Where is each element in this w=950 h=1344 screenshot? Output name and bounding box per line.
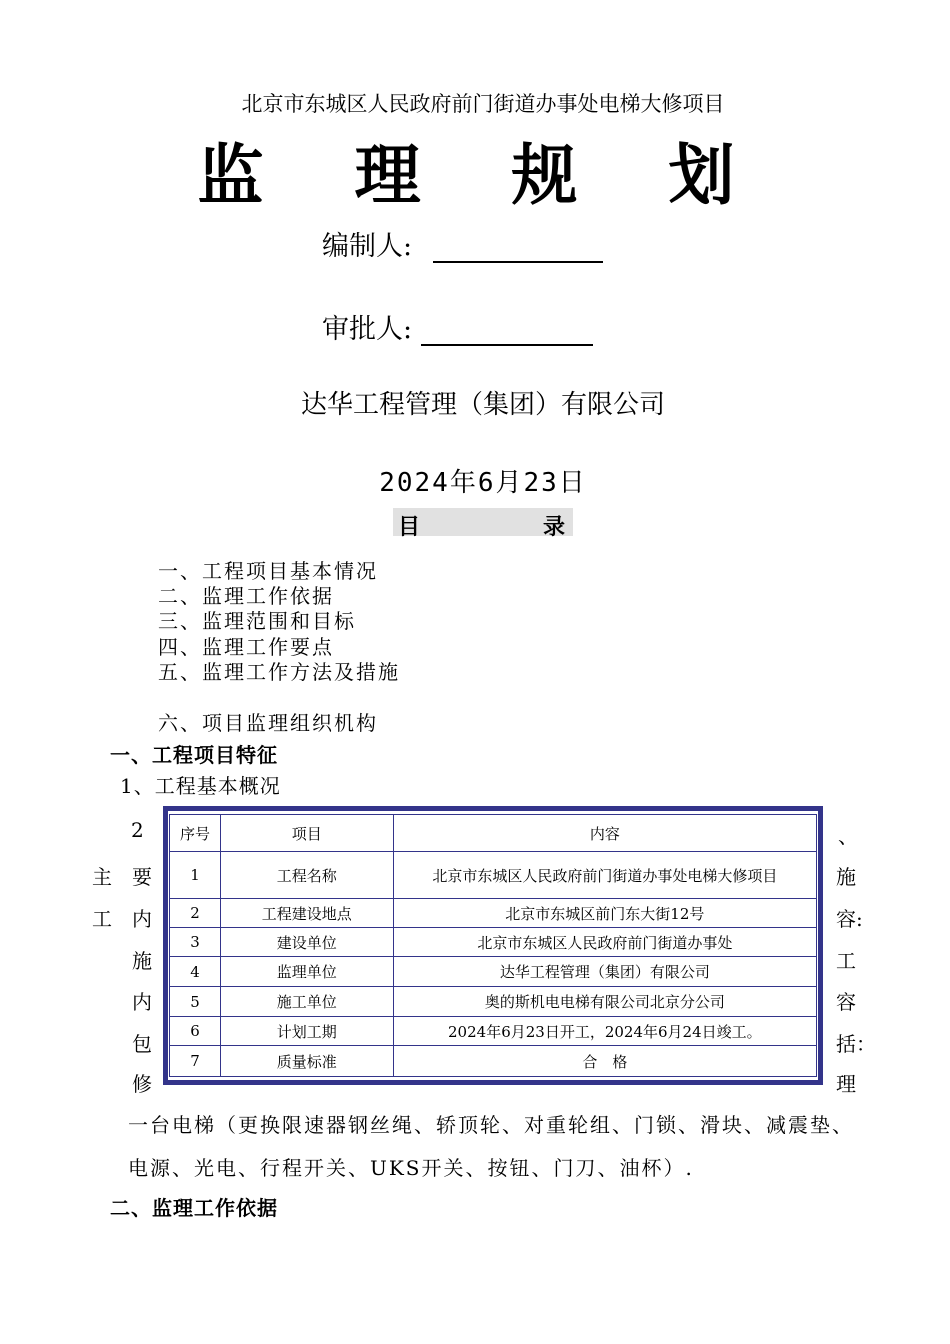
table-cell: 质量标准 <box>220 1046 393 1077</box>
side-char: 内 <box>132 907 152 931</box>
side-char: 理 <box>836 1072 856 1096</box>
side-char: 修 <box>132 1072 152 1096</box>
toc-title-left: 目 <box>398 515 421 540</box>
table-cell: 合 格 <box>393 1046 816 1077</box>
table-cell: 北京市东城区人民政府前门街道办事处电梯大修项目 <box>393 852 816 899</box>
side-char: 括： <box>836 1032 876 1056</box>
toc-item: 六、项目监理组织机构 <box>158 711 378 735</box>
table-row <box>170 852 817 899</box>
side-char: 要 <box>132 865 152 889</box>
side-char: 工 <box>92 907 112 931</box>
compiler-signature-line <box>433 233 603 263</box>
document-title: 监 理 规 划 <box>197 137 769 214</box>
toc-title <box>393 508 573 540</box>
table-row <box>170 1046 817 1077</box>
side-char: 工 <box>836 949 856 973</box>
table-cell: 工程建设地点 <box>220 899 393 928</box>
table-row <box>170 987 817 1017</box>
toc-title-right: 录 <box>543 515 566 540</box>
toc-item: 一、工程项目基本情况 <box>158 559 378 583</box>
table-header-cell: 内容 <box>393 815 816 852</box>
subsection-heading: 1、工程基本概况 <box>120 774 281 798</box>
table-row <box>170 899 817 928</box>
approver-signature-line <box>421 316 593 346</box>
side-char: 内 <box>132 990 152 1014</box>
table-cell: 建设单位 <box>220 928 393 957</box>
section-heading-1: 一、工程项目特征 <box>110 743 278 767</box>
table-cell: 1 <box>170 852 221 899</box>
side-char: 主 <box>92 865 112 889</box>
table-cell: 4 <box>170 957 221 987</box>
table-cell: 7 <box>170 1046 221 1077</box>
company-name: 达华工程管理（集团）有限公司 <box>300 390 665 420</box>
paragraph-line: 一台电梯（更换限速器钢丝绳、轿顶轮、对重轮组、门锁、滑块、减震垫、 <box>128 1113 854 1137</box>
toc-item: 四、监理工作要点 <box>158 635 334 659</box>
compiler-signature <box>322 224 603 263</box>
side-char: 、 <box>838 824 858 848</box>
toc-item: 三、监理范围和目标 <box>158 609 356 633</box>
table-cell: 计划工期 <box>220 1017 393 1046</box>
side-char: 包 <box>132 1032 152 1056</box>
table-cell: 监理单位 <box>220 957 393 987</box>
table-header-row <box>170 815 817 852</box>
table-cell: 达华工程管理（集团）有限公司 <box>393 957 816 987</box>
table-cell: 6 <box>170 1017 221 1046</box>
document-date: 2024年6月23日 <box>379 468 587 498</box>
approver-label: 审批人: <box>322 314 413 345</box>
table-header-cell: 序号 <box>170 815 221 852</box>
table-header-cell: 项目 <box>220 815 393 852</box>
side-char: 施 <box>132 949 152 973</box>
table-row <box>170 928 817 957</box>
side-char: 2 <box>131 818 144 842</box>
table-cell: 5 <box>170 987 221 1017</box>
table-cell: 施工单位 <box>220 987 393 1017</box>
project-info-table <box>169 814 817 1077</box>
side-char: 施 <box>836 865 856 889</box>
table-row <box>170 1017 817 1046</box>
compiler-label: 编制人: <box>322 231 413 262</box>
table-cell: 工程名称 <box>220 852 393 899</box>
toc-item: 二、监理工作依据 <box>158 584 334 608</box>
table-cell: 北京市东城区人民政府前门街道办事处 <box>393 928 816 957</box>
table-cell: 北京市东城区前门东大街12号 <box>393 899 816 928</box>
side-char: 容 <box>836 990 856 1014</box>
side-char: 容: <box>836 907 863 931</box>
table-row <box>170 957 817 987</box>
table-cell: 3 <box>170 928 221 957</box>
toc-item: 五、监理工作方法及措施 <box>158 660 400 684</box>
project-subtitle: 北京市东城区人民政府前门街道办事处电梯大修项目 <box>241 92 725 116</box>
paragraph-line: 电源、光电、行程开关、UKS开关、按钮、门刀、油杯）. <box>128 1156 694 1180</box>
approver-signature <box>322 307 593 346</box>
table-cell: 2 <box>170 899 221 928</box>
table-cell: 2024年6月23日开工，2024年6月24日竣工。 <box>393 1017 816 1046</box>
section-heading-2: 二、监理工作依据 <box>110 1196 278 1220</box>
table-cell: 奥的斯机电电梯有限公司北京分公司 <box>393 987 816 1017</box>
